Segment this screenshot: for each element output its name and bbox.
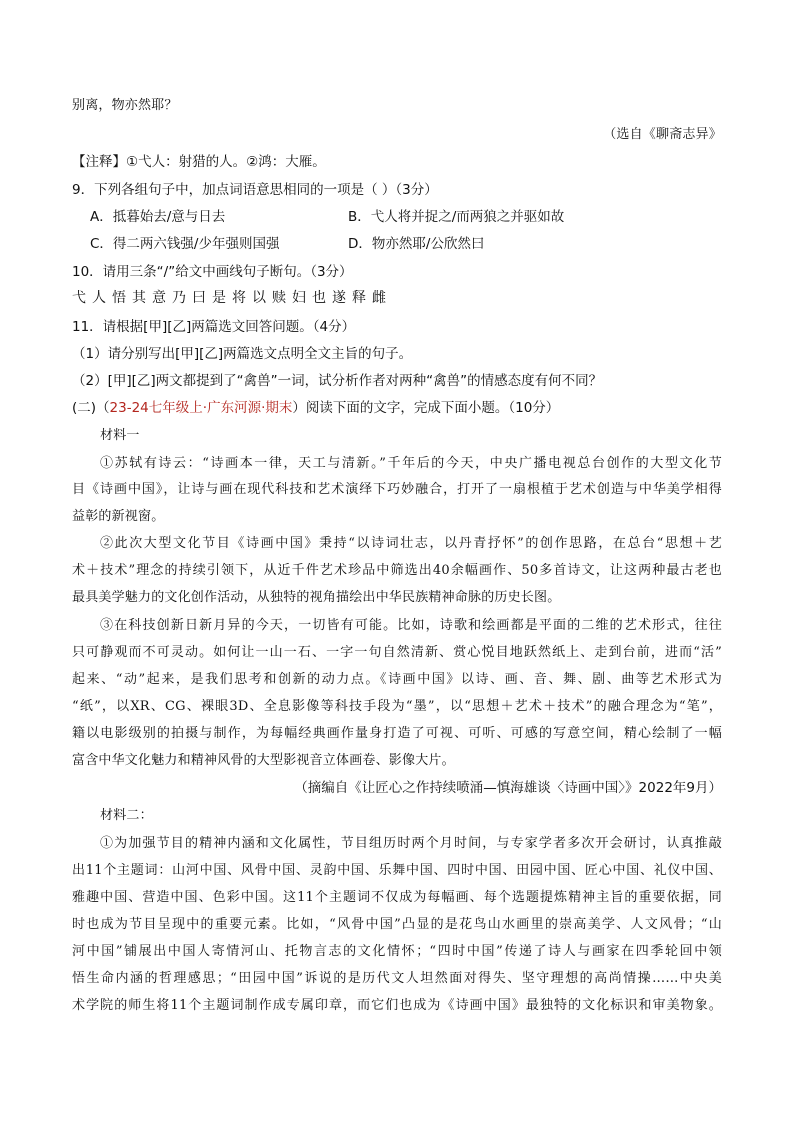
passage-source: （选自《聊斋志异》 (603, 127, 722, 142)
material-2-p1-line: 雅趣中国、营造中国、色彩中国。这11个主题词不仅成为每幅画、每个选题提炼精神主旨的重要依据，同 (72, 890, 722, 905)
material-1-p3-line: “纸”，以XR、CG、裸眼3D、全息影像等科技手段为“墨”，以“思想＋艺术＋技术”的融合理念为“笔”， (72, 699, 722, 714)
material-1-p1-line: ①苏轼有诗云：“诗画本一律，天工与清新。”千年后的今天，中央广播电视总台创作的大型文化节 (100, 456, 722, 471)
question-10-sentence: 弋人悟其意乃曰是将以赎妇也遂释雌 (72, 290, 392, 306)
question-9-option-c: C．得二两六钱强/少年强则国强 (90, 236, 280, 252)
section-2-suffix: ）阅读下面的文字，完成下面小题。（10分） (292, 400, 560, 416)
material-1-p3-line: ③在科技创新日新月异的今天，一切皆有可能。比如，诗歌和绘画都是平面的二维的艺术形式，往往 (100, 618, 722, 633)
question-11-stem: 11．请根据[甲][乙]两篇选文回答问题。（4分） (72, 319, 356, 335)
material-2-p1-line: 术学院的师生将11个主题词制作成专属印章，而它们也成为《诗画中国》最独特的文化标识和审美物象。 (72, 998, 722, 1013)
question-9-option-b: B．弋人将并捉之/而两狼之并驱如故 (348, 209, 565, 225)
question-9-option-d: D．物亦然耶/公欣然曰 (348, 236, 485, 252)
material-1-p3-line: 富含中华文化魅力和精神风骨的大型影视音立体画卷、影像大片。 (72, 753, 455, 768)
material-2-p1-line: 出11个主题词：山河中国、风骨中国、灵韵中国、乐舞中国、四时中国、田园中国、匠心中国、礼仪中国、 (72, 863, 722, 878)
question-9-option-a: A．抵暮始去/意与日去 (90, 209, 226, 225)
passage-end-line: 别离，物亦然耶？ (72, 98, 178, 113)
material-1-p2-line: 最具美学魅力的文化创作活动，从独特的视角描绘出中华民族精神命脉的历史长图。 (72, 590, 561, 605)
material-2-p1-line: 时也成为节目呈现中的重要元素。比如，“风骨中国”凸显的是花鸟山水画里的崇高美学、人文风骨；“山 (72, 917, 722, 932)
section-2-prefix: (二)（ (72, 400, 110, 416)
material-2-p1-line: 悟生命内涵的哲理感思；“田园中国”诉说的是历代文人坦然面对得失、坚守理想的高尚情操……中央美 (72, 971, 722, 986)
question-9-stem: 9．下列各组句子中，加点词语意思相同的一项是（ ）（3分） (72, 182, 438, 198)
material-1-p3-line: 籍以电影级别的拍摄与制作，为每幅经典画作量身打造了可视、可听、可感的写意空间，精心绘制了一幅 (72, 726, 722, 741)
material-1-title: 材料一 (100, 428, 140, 443)
section-2-source-tag: 23-24七年级上·广东河源·期末 (109, 400, 293, 416)
question-11-sub-1: （1）请分别写出[甲][乙]两篇选文点明全文主旨的句子。 (72, 346, 413, 362)
annotation-note: 【注释】①弋人：射猎的人。②鸿：大雁。 (72, 154, 326, 170)
material-1-p2-line: ②此次大型文化节目《诗画中国》秉持“以诗词壮志，以丹青抒怀”的创作思路，在总台“思想＋艺 (100, 536, 722, 551)
question-11-sub-2: （2）[甲][乙]两文都提到了“禽兽”一词，试分析作者对两种“禽兽”的情感态度有何不同？ (72, 373, 603, 389)
material-2-p1-line: ①为加强节目的精神内涵和文化属性，节目组历时两个月时间，与专家学者多次开会研讨，认真推敲 (100, 836, 722, 851)
material-1-source: （摘编自《让匠心之作持续喷涌—慎海雄谈〈诗画中国〉》2022年9月） (294, 780, 722, 796)
material-2-title: 材料二： (100, 808, 153, 823)
material-1-p3-line: 只可静观而不可灵动。如何让一山一石、一字一句自然清新、赏心悦目地跃然纸上、走到台前，进而“活” (72, 645, 722, 660)
question-10-stem: 10．请用三条“/”给文中画线句子断句。（3分） (72, 264, 353, 280)
material-1-p1-line: 益彰的新视窗。 (72, 509, 165, 524)
material-1-p2-line: 术＋技术”理念的持续引领下，从近千件艺术珍品中筛选出40余幅画作、50多首诗文，让这两种最古老也 (72, 563, 722, 578)
material-1-p1-line: 目《诗画中国》，让诗与画在现代科技和艺术演绎下巧妙融合，打开了一扇根植于艺术创造与中华美学相得 (72, 482, 722, 497)
material-2-p1-line: 河中国”铺展出中国人寄情河山、托物言志的文化情怀；“四时中国”传递了诗人与画家在四季轮回中领 (72, 944, 722, 959)
material-1-p3-line: 起来、“动”起来，是我们思考和创新的动力点。《诗画中国》以诗、画、音、舞、剧、曲等艺术形式为 (72, 672, 722, 687)
section-2-heading (72, 396, 559, 416)
